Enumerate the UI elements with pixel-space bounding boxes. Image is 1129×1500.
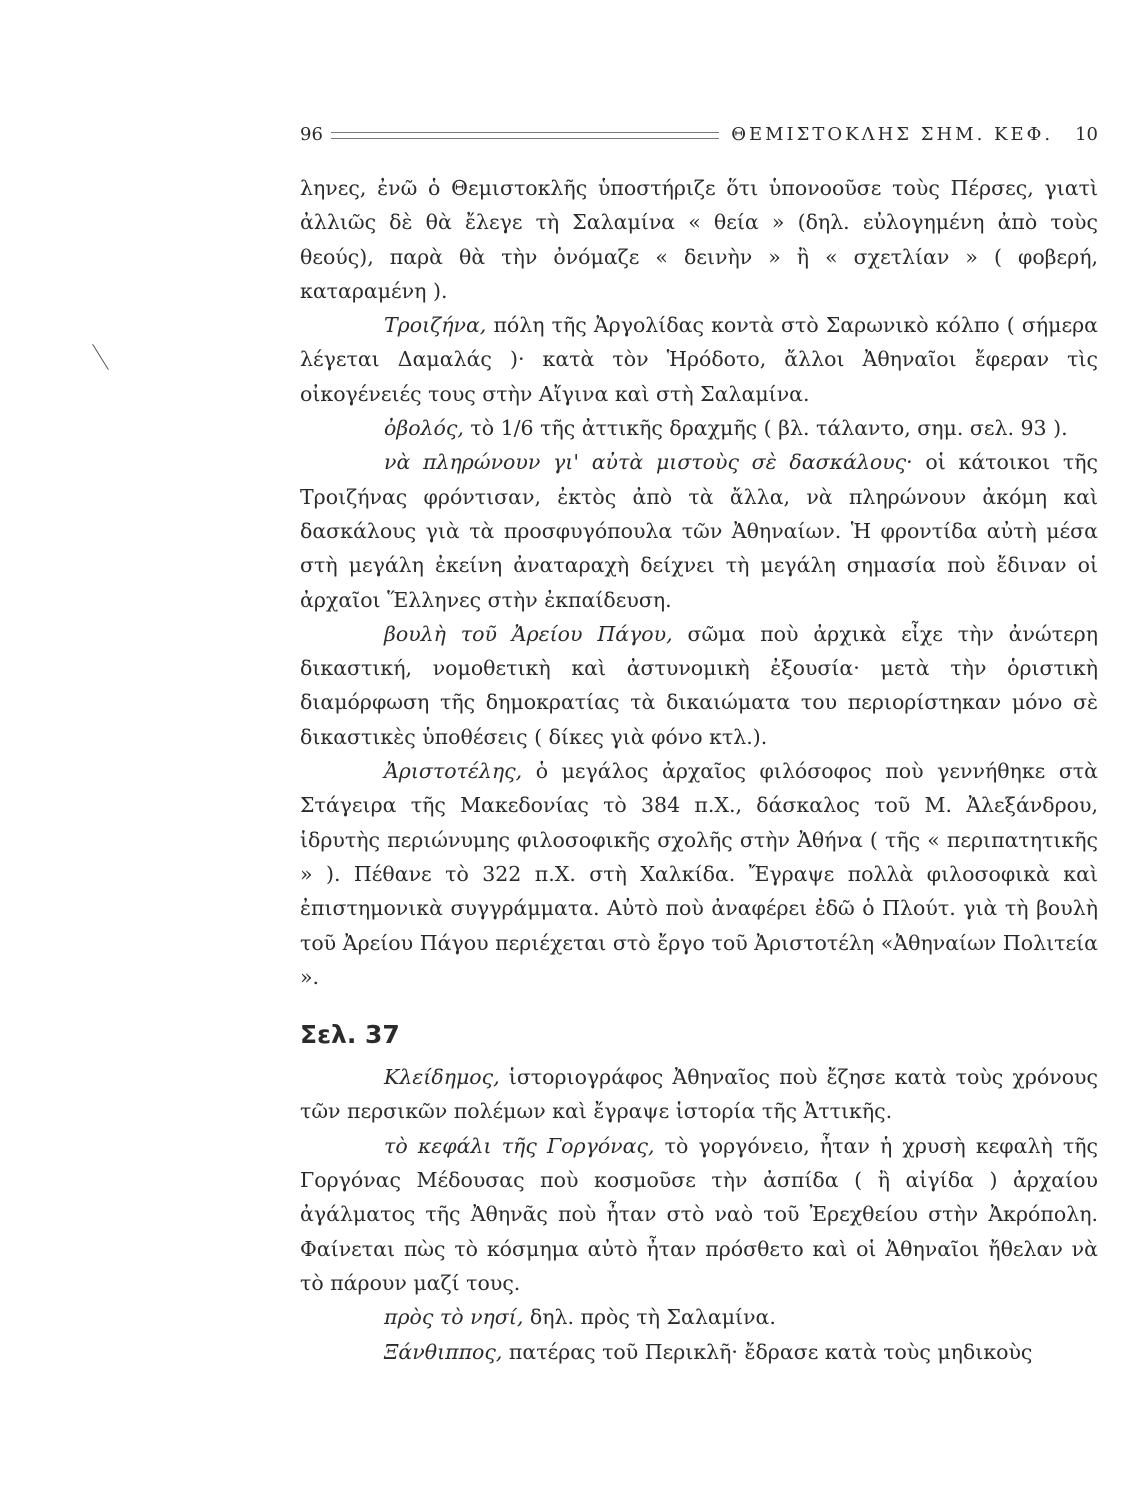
page-number: 96 xyxy=(300,123,323,145)
note-paragraph xyxy=(300,1129,1098,1300)
note-text: τὸ 1/6 τῆς ἀττικῆς δραχμῆς ( βλ. τάλαντο, σημ. σελ. 93 ). xyxy=(463,416,1068,441)
note-paragraph xyxy=(300,1335,1098,1369)
running-header xyxy=(300,118,1098,150)
chapter-number: 10 xyxy=(1075,123,1098,145)
note-paragraph xyxy=(300,171,1098,308)
note-term: Ξάνθιππος, xyxy=(384,1339,503,1364)
notes-body xyxy=(300,171,1098,1369)
note-text: ληνες, ἐνῶ ὁ Θεμιστοκλῆς ὑποστήριζε ὅτι ὑπονοοῦσε τοὺς Πέρσες, γιατὶ ἀλλιῶς δὲ θὰ ἔλεγε τὴ Σαλαμίνα « θεία » (δηλ. εὐλογημένη ἀπὸ τοὺς θεούς), παρὰ θὰ τὴν ὀνόμαζε « δεινὴν » ἢ « σχετλίαν » ( φοβερή, καταραμένη ). xyxy=(300,176,1098,303)
note-paragraph xyxy=(300,754,1098,994)
section-heading: Σελ. 37 xyxy=(300,1020,400,1050)
note-term: τὸ κεφάλι τῆς Γοργόνας, xyxy=(384,1133,655,1158)
note-term: βουλὴ τοῦ Ἀρείου Πάγου, xyxy=(384,621,673,646)
note-text: σῶμα ποὺ ἀρχικὰ εἶχε τὴν ἀνώτερη δικαστική, νομοθετικὴ καὶ ἀστυνομικὴ ἐξουσία· μετὰ τὴν ὁριστικὴ διαμόρφωση τῆς δημοκρατίας τὰ δικαιώματα του περιορίστηκαν μόνο σὲ δικαστικὲς ὑποθέσεις ( δίκες γιὰ φόνο κτλ.). xyxy=(300,621,1098,749)
margin-mark xyxy=(92,344,109,370)
note-paragraph xyxy=(300,617,1098,754)
notes-group-after xyxy=(300,1060,1098,1369)
page-content xyxy=(300,118,1098,1369)
note-text: πόλη τῆς Ἀργολίδας κοντὰ στὸ Σαρωνικὸ κόλπο ( σήμερα λέγεται Δαμαλάς )· κατὰ τὸν Ἡρόδοτο, ἄλλοι Ἀθηναῖοι ἔφεραν τὶς οἰκογένειές τους στὴν Αἴγινα καὶ στὴ Σαλαμίνα. xyxy=(300,313,1098,406)
note-term: πρὸς τὸ νησί, xyxy=(384,1305,524,1330)
running-title: ΘΕΜΙΣΤΟΚΛΗΣ ΣΗΜ. ΚΕΦ. xyxy=(731,123,1054,145)
note-term: Κλείδημος, xyxy=(384,1065,500,1090)
note-term: Ἀριστοτέλης, xyxy=(384,759,523,784)
note-text: ἱστοριογράφος Ἀθηναῖος ποὺ ἔζησε κατὰ τοὺς χρόνους τῶν περσικῶν πολέμων καὶ ἔγραψε ἱστορία τῆς Ἀττικῆς. xyxy=(300,1065,1098,1124)
note-text: τὸ γοργόνειο, ἦταν ἡ χρυσὴ κεφαλὴ τῆς Γοργόνας Μέδουσας ποὺ κοσμοῦσε τὴν ἀσπίδα ( ἢ αἰγίδα ) ἀρχαίου ἀγάλματος τῆς Ἀθηνᾶς ποὺ ἦταν στὸ ναὸ τοῦ Ἐρεχθείου στὴν Ἀκρόπολη. Φαίνεται πὼς τὸ κόσμημα αὐτὸ ἦταν πρόσθετο καὶ οἱ Ἀθηναῖοι ἤθελαν νὰ τὸ πάρουν μαζί τους. xyxy=(300,1133,1098,1295)
header-rule xyxy=(331,132,719,139)
note-text: πατέρας τοῦ Περικλῆ· ἔδρασε κατὰ τοὺς μηδικοὺς xyxy=(502,1339,1033,1364)
note-text: ὁ μεγάλος ἀρχαῖος φιλόσοφος ποὺ γεννήθηκε στὰ Στάγειρα τῆς Μακεδονίας τὸ 384 π.Χ., δάσκαλος τοῦ Μ. Ἀλεξάνδρου, ἱδρυτὴς περιώνυμης φιλοσοφικῆς σχολῆς στὴν Ἀθήνα ( τῆς « περιπατητικῆς » ). Πέθανε τὸ 322 π.Χ. στὴ Χαλκίδα. Ἔγραψε πολλὰ φιλοσοφικὰ καὶ ἐπιστημονικὰ συγγράμματα. Αὐτὸ ποὺ ἀναφέρει ἐδῶ ὁ Πλούτ. γιὰ τὴ βουλὴ τοῦ Ἀρείου Πάγου περιέχεται στὸ ἔργο τοῦ Ἀριστοτέλη «Ἀθηναίων Πολιτεία ». xyxy=(300,759,1098,989)
note-paragraph xyxy=(300,411,1098,445)
note-paragraph xyxy=(300,1060,1098,1129)
note-paragraph xyxy=(300,445,1098,616)
note-text: δηλ. πρὸς τὴ Σαλαμίνα. xyxy=(523,1305,776,1330)
note-paragraph xyxy=(300,1300,1098,1334)
note-term: ὀβολός, xyxy=(384,416,464,441)
note-term: νὰ πληρώνουν γι' αὐτὰ μιστοὺς σὲ δασκάλους· xyxy=(384,450,913,475)
note-text: οἱ κάτοικοι τῆς Τροιζήνας φρόντισαν, ἐκτὸς ἀπὸ τὰ ἄλλα, νὰ πληρώνουν ἀκόμη καὶ δασκάλους γιὰ τὰ προσφυγόπουλα τῶν Ἀθηναίων. Ἡ φροντίδα αὐτὴ μέσα στὴ μεγάλη ἐκείνη ἀναταραχὴ δείχνει τὴ μεγάλη σημασία ποὺ ἔδιναν οἱ ἀρχαῖοι Ἕλληνες στὴν ἐκπαίδευση. xyxy=(300,450,1098,612)
note-paragraph xyxy=(300,308,1098,411)
notes-group-before xyxy=(300,171,1098,994)
note-term: Τροιζήνα, xyxy=(384,313,487,338)
